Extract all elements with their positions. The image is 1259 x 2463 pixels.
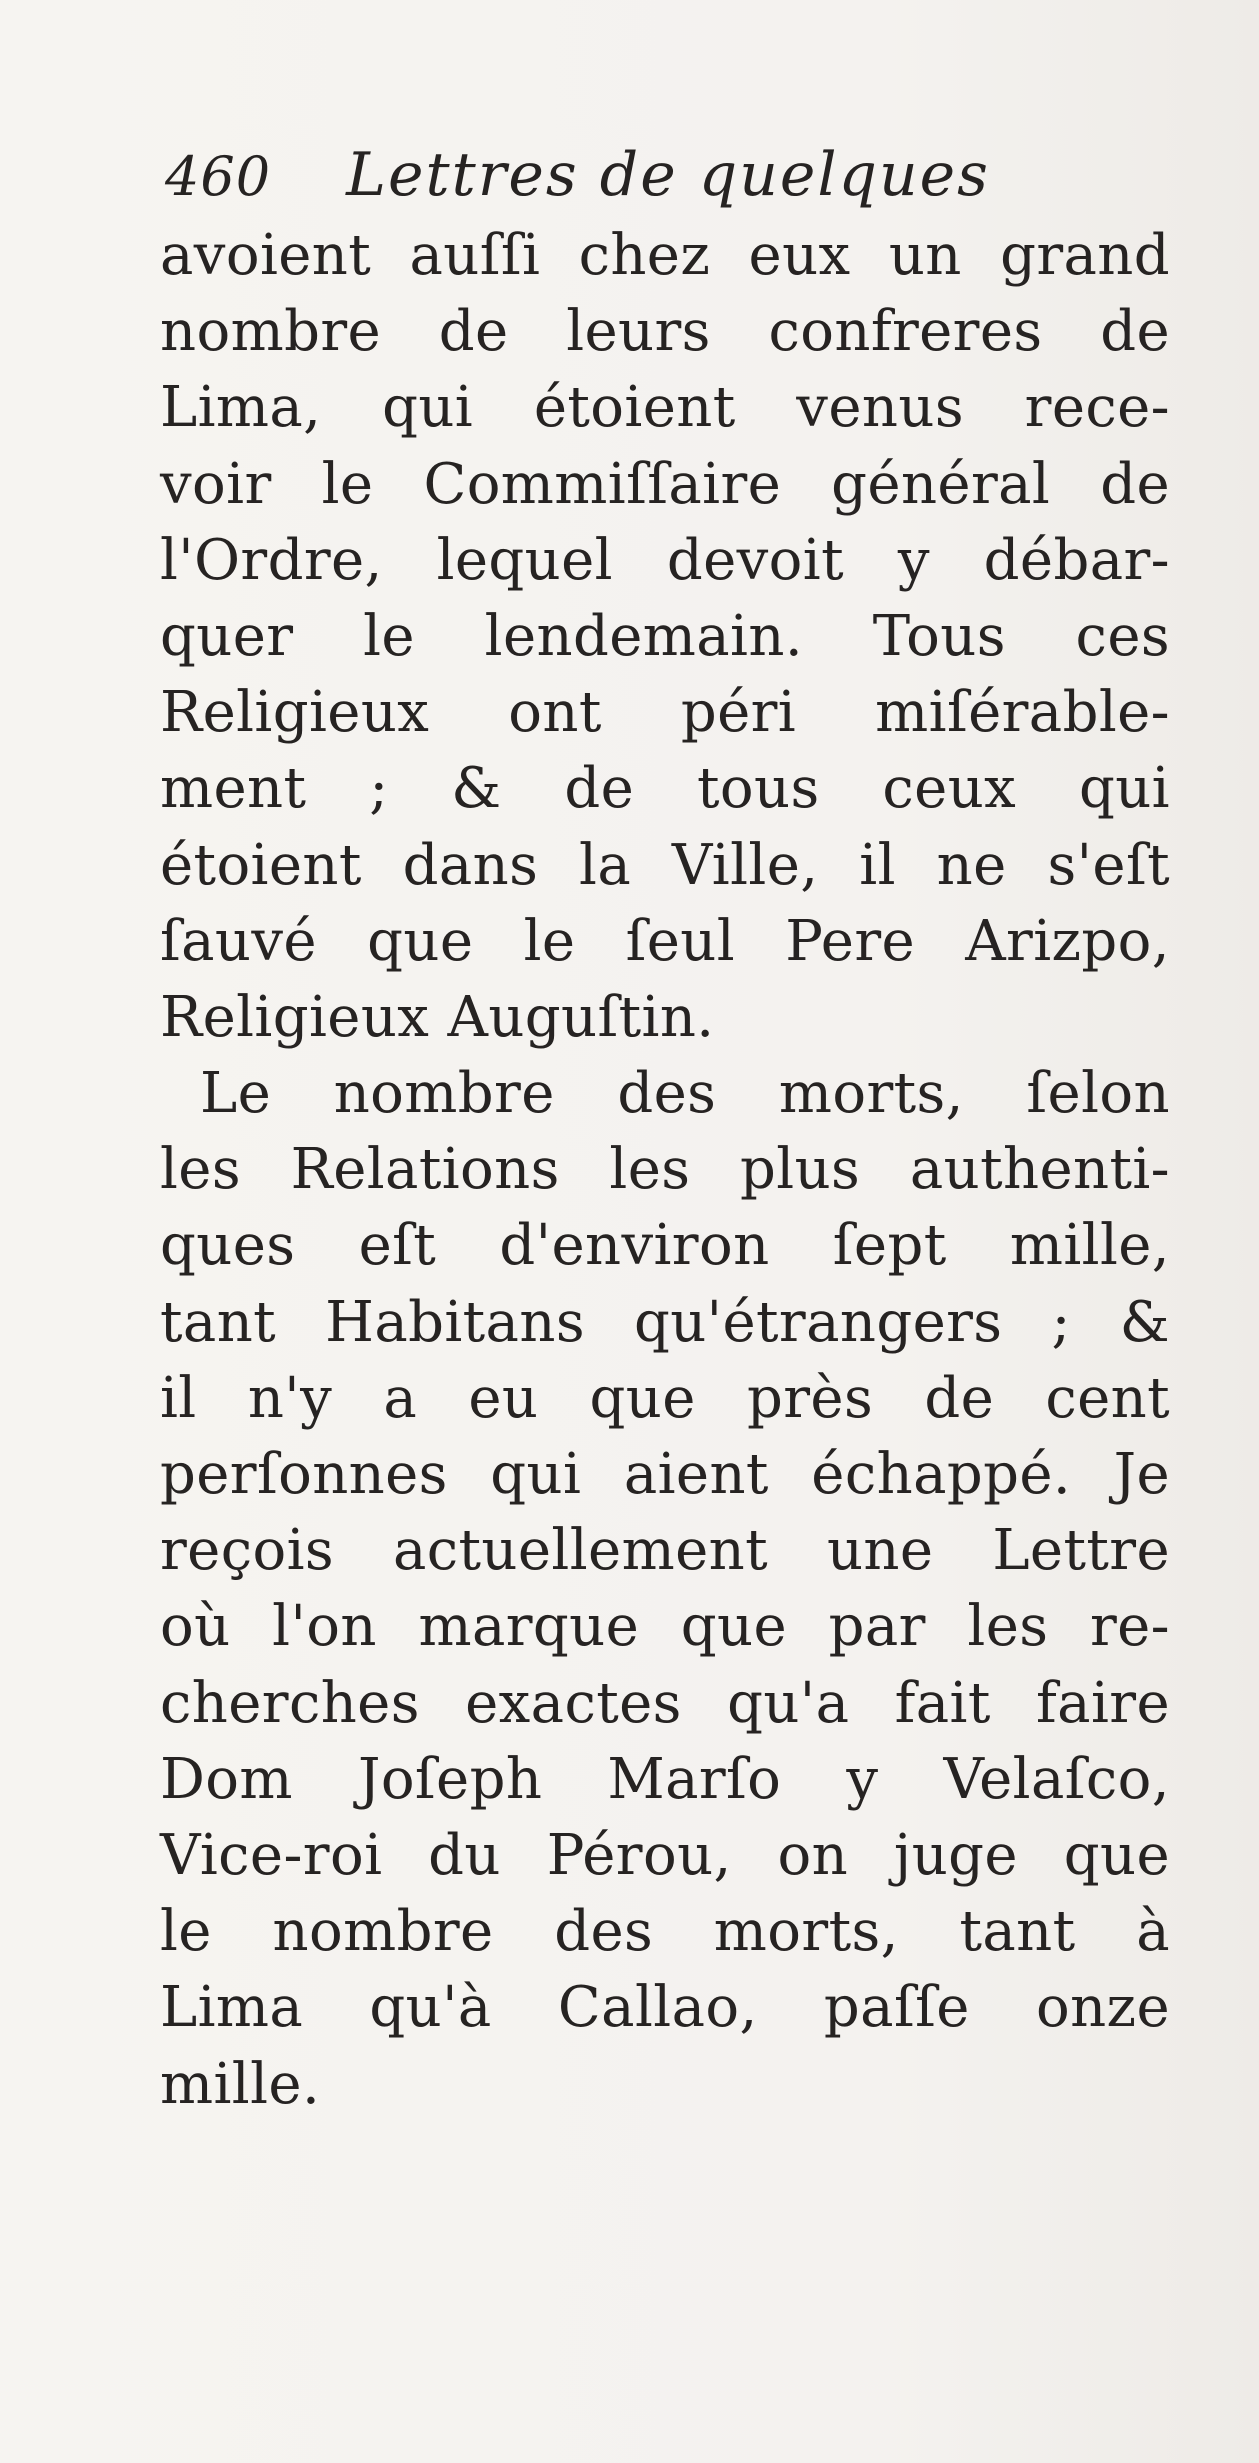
text-line: mille. — [160, 2051, 321, 2117]
text-line: ques eſt d'environ ſept mille, — [160, 1213, 1170, 1279]
text-line: l'Ordre, lequel devoit y débar- — [160, 527, 1170, 593]
page-header — [165, 140, 1165, 212]
text-line: les Relations les plus authenti- — [160, 1137, 1170, 1203]
text-line: reçois actuellement une Lettre — [160, 1518, 1170, 1584]
text-line: perſonnes qui aient échappé. Je — [160, 1442, 1170, 1507]
running-head: Lettres de quelques — [346, 140, 990, 210]
text-line: où l'on marque que par les re- — [160, 1594, 1170, 1660]
text-line: le nombre des morts, tant à — [160, 1899, 1170, 1965]
page-number: 460 — [165, 145, 272, 208]
text-line: tant Habitans qu'étrangers ; & — [160, 1289, 1170, 1355]
body-text — [160, 218, 1170, 2123]
text-line: quer le lendemain. Tous ces — [160, 603, 1170, 669]
text-line: il n'y a eu que près de cent — [160, 1365, 1170, 1431]
text-line: Religieux ont péri miſérable- — [160, 680, 1170, 746]
text-line: Lima qu'à Callao, paſſe onze — [160, 1975, 1170, 2041]
text-line: avoient auſſi chez eux un grand — [160, 223, 1170, 288]
text-line: Vice-roi du Pérou, on juge que — [160, 1822, 1170, 1888]
text-line: ment ; & de tous ceux qui — [160, 756, 1170, 822]
text-line: cherches exactes qu'a fait faire — [160, 1670, 1170, 1736]
text-line: nombre de leurs confreres de — [160, 299, 1170, 365]
text-line: étoient dans la Ville, il ne s'eſt — [160, 832, 1170, 898]
text-line: Dom Joſeph Marſo y Velaſco, — [160, 1746, 1170, 1812]
text-line: ſauvé que le ſeul Pere Arizpo, — [160, 908, 1170, 974]
text-line: Religieux Auguſtin. — [160, 984, 715, 1050]
text-line: Le nombre des morts, ſelon — [200, 1061, 1170, 1127]
text-line: voir le Commiſſaire général de — [160, 451, 1170, 517]
text-line: Lima, qui étoient venus rece- — [160, 375, 1170, 441]
